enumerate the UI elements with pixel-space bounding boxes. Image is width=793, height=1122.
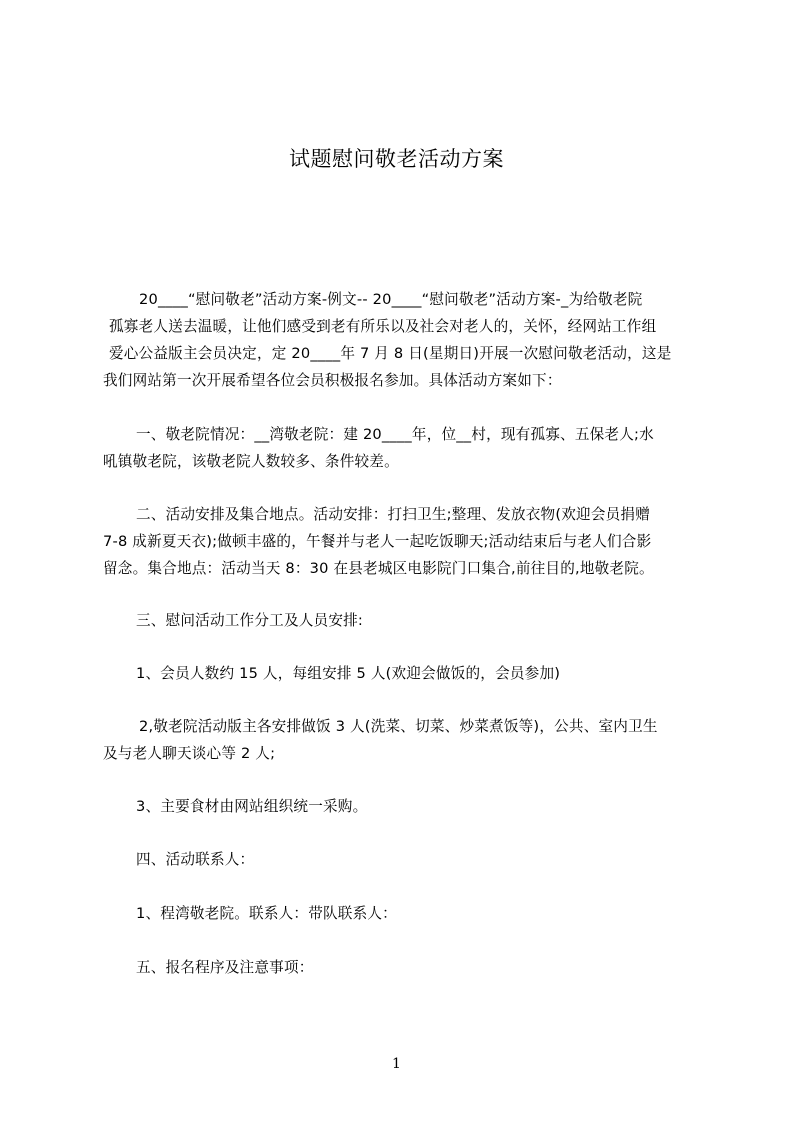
- document-title: 试题慰问敬老活动方案: [289, 147, 504, 171]
- section2-line-3: 留念。集合地点：活动当天 8：30 在县老城区电影院门口集合,前往目的,地敬老院。: [103, 560, 654, 577]
- section3-item-3: 3、主要食材由网站组织统一采购。: [136, 798, 368, 815]
- section1-line-1: 一、敬老院情况：__湾敬老院：建 20____年，位__村，现有孤寡、五保老人;水: [136, 426, 654, 443]
- section3-item-2-line-1: 2,敬老院活动版主各安排做饭 3 人(洗菜、切菜、炒菜煮饭等)，公共、室内卫生: [139, 718, 658, 735]
- section2-line-2: 7-8 成新夏天衣);做顿丰盛的，午餐并与老人一起吃饭聊天;活动结束后与老人们合影: [103, 533, 652, 550]
- section3-item-2-line-2: 及与老人聊天谈心等 2 人;: [103, 745, 276, 762]
- page-number: 1: [392, 1056, 401, 1072]
- intro-line-2: 孤寡老人送去温暖，让他们感受到老有所乐以及社会对老人的，关怀，经网站工作组: [109, 318, 657, 335]
- section4-item-1: 1、程湾敬老院。联系人：带队联系人：: [136, 905, 397, 922]
- intro-line-4: 我们网站第一次开展希望各位会员积极报名参加。具体活动方案如下：: [103, 372, 562, 389]
- section5-heading: 五、报名程序及注意事项：: [136, 959, 314, 976]
- section4-heading: 四、活动联系人：: [136, 851, 255, 868]
- section1-line-2: 吼镇敬老院，该敬老院人数较多、条件较差。: [103, 453, 399, 470]
- section3-item-1: 1、会员人数约 15 人，每组安排 5 人(欢迎会做饭的，会员参加): [136, 665, 561, 682]
- intro-line-1: 20____“慰问敬老”活动方案-例文-- 20____“慰问敬老”活动方案-_为给敬老院: [139, 291, 643, 308]
- section3-heading: 三、慰问活动工作分工及人员安排:: [136, 612, 364, 629]
- section2-line-1: 二、活动安排及集合地点。活动安排：打扫卫生;整理、发放衣物(欢迎会员捐赠: [136, 506, 651, 523]
- intro-line-3: 爱心公益版主会员决定，定 20____年 7 月 8 日(星期日)开展一次慰问敬老活动，这是: [109, 345, 672, 362]
